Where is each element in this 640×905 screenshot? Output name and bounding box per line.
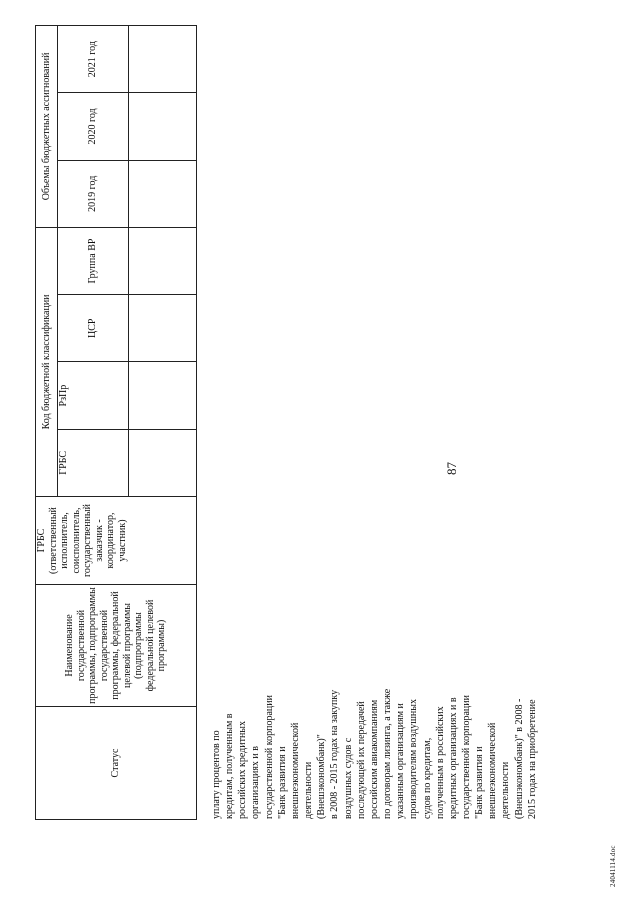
text-line: уплату процентов по — [211, 730, 222, 819]
text-line: в 2008 - 2015 годах на закупку — [329, 689, 341, 819]
text-line: деятельности — [500, 761, 512, 819]
text-line: производителям воздушных — [408, 699, 420, 819]
blank-cell — [129, 160, 197, 227]
text-line: "Банк развития и — [276, 746, 288, 819]
text-line: деятельности — [303, 761, 315, 819]
header-status: Статус — [36, 707, 197, 820]
text-line: последующей их передачей — [355, 701, 367, 819]
blank-cell — [129, 227, 197, 294]
text-line: кредитных организациях и в — [447, 697, 459, 819]
text-line: (Внешэкономбанк)" в 2008 - — [513, 698, 525, 819]
header-year-2020: 2020 год — [58, 93, 129, 160]
text-line: судов по кредитам, — [421, 737, 433, 819]
program-description — [210, 589, 539, 819]
text-line: внешнеэкономической — [487, 722, 499, 819]
blank-cell — [129, 362, 197, 429]
text-line: воздушных судов с — [342, 737, 354, 819]
blank-cell — [129, 295, 197, 362]
header-budget-allocations: Объемы бюджетных ассигнований — [36, 26, 58, 228]
page-number: 87 — [444, 462, 459, 475]
text-line: 2015 годах на приобретение — [526, 699, 538, 819]
header-kbk-rzpr: РзПр — [58, 362, 129, 429]
header-budget-classification: Код бюджетной классификации — [36, 227, 58, 496]
text-line: кредитам, полученным в — [224, 713, 236, 819]
document-code: 24041114.doc — [609, 845, 617, 887]
text-line: указанным организациям и — [395, 703, 407, 819]
text-line: (Внешэкономбанк)" — [316, 734, 328, 819]
budget-table — [35, 25, 197, 820]
text-line: государственной корпорации — [460, 695, 472, 819]
text-line: внешнеэкономической — [289, 722, 301, 819]
header-kbk-vr: Группа ВР — [58, 227, 129, 294]
text-line: "Банк развития и — [474, 746, 486, 819]
header-kbk-csr: ЦСР — [58, 295, 129, 362]
blank-cell — [129, 93, 197, 160]
text-line: государственной корпорации — [263, 695, 275, 819]
text-line: российских кредитных — [237, 720, 249, 819]
blank-cell — [129, 429, 197, 496]
text-line: по договорам лизинга, а также — [382, 688, 394, 819]
blank-cell — [129, 26, 197, 93]
text-line: российским авиакомпаниям — [368, 699, 380, 819]
text-line: полученным в российских — [434, 706, 446, 819]
header-kbk-grbs: ГРБС — [58, 429, 129, 496]
header-grbs: ГРБС (ответственный исполнитель, соисполнитель, государственный заказчик - координатор, участник) — [36, 497, 197, 585]
header-program-name: Наименование государственной программы, подпрограммы государственной программы, федеральной целевой программы (подпрограммы федеральной целевой программы) — [36, 585, 197, 707]
text-line: организациях и в — [250, 745, 262, 819]
header-year-2019: 2019 год — [58, 160, 129, 227]
header-year-2021: 2021 год — [58, 26, 129, 93]
